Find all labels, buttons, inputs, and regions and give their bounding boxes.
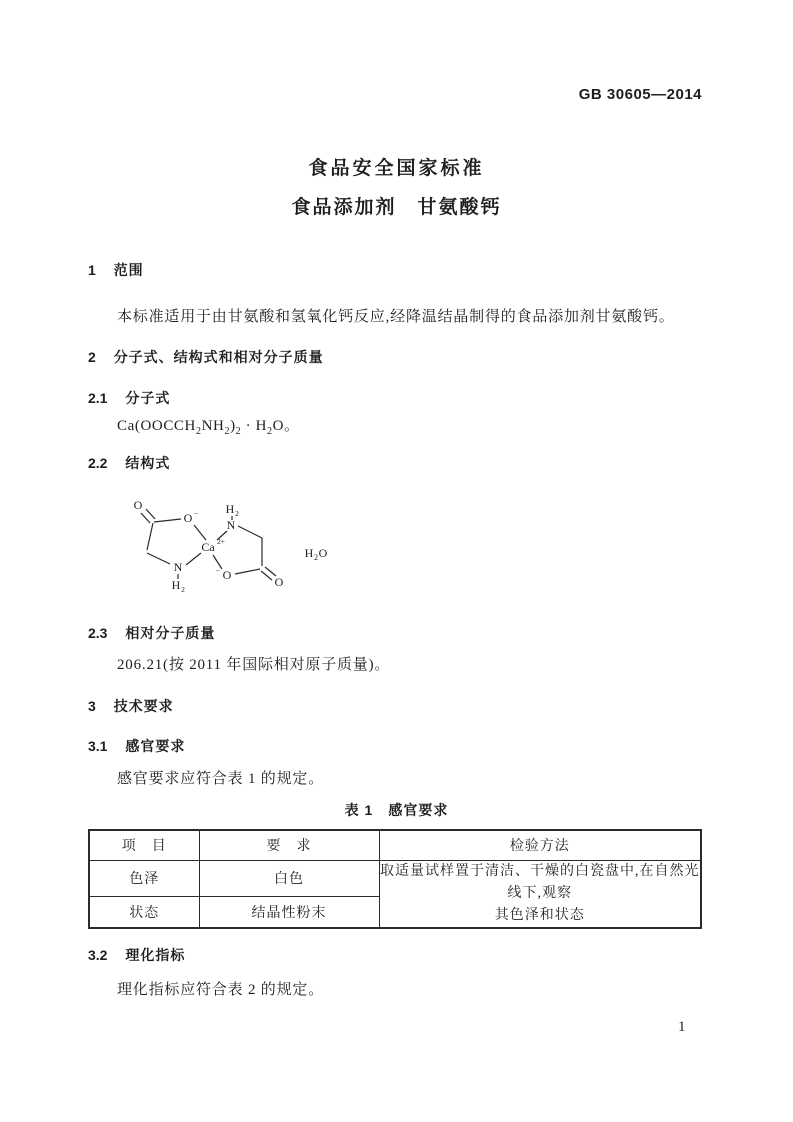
hydrogen-atom-label: H [225, 502, 235, 516]
section-2-3-heading [88, 623, 215, 643]
section-1-heading [88, 260, 144, 280]
section-3-heading [88, 696, 174, 716]
atom-labels [134, 498, 328, 594]
section-3-2-title: 理化指标 [125, 947, 186, 963]
table-cell-state-item: 状态 [89, 896, 199, 927]
section-2-1-heading [88, 388, 170, 408]
section-3-2-number: 3.2 [88, 947, 108, 963]
section-2-2-title: 结构式 [125, 455, 171, 471]
section-2-2-heading [88, 453, 170, 473]
section-2-heading [88, 347, 324, 367]
table-row [89, 860, 701, 896]
section-3-1-heading [88, 736, 185, 756]
table-cell-method [379, 860, 701, 928]
sensory-requirement-paragraph: 感官要求应符合表 1 的规定。 [117, 771, 325, 787]
formula-part: NH [201, 418, 225, 434]
standard-number: GB 30605—2014 [578, 86, 702, 103]
physicochemical-paragraph: 理化指标应符合表 2 的规定。 [117, 982, 325, 998]
section-3-number: 3 [88, 698, 96, 714]
water-oxygen-label: O [318, 546, 328, 560]
scope-paragraph: 本标准适用于由甘氨酸和氢氧化钙反应,经降温结晶制得的食品添加剂甘氨酸钙。 [117, 309, 675, 325]
hydrogen-subscript: 2 [181, 585, 185, 594]
section-2-3-number: 2.3 [88, 625, 108, 641]
hydrogen-atom-label: H [171, 578, 181, 592]
formula-part: ) [230, 418, 236, 434]
section-1-number: 1 [88, 262, 96, 278]
formula-part: Ca(OOCCH [117, 418, 196, 434]
formula-subscript: 2 [267, 426, 273, 437]
molecular-weight-paragraph: 206.21(按 2011 年国际相对原子质量)。 [117, 657, 391, 673]
section-2-number: 2 [88, 349, 96, 365]
minus-charge-label: − [193, 509, 199, 518]
calcium-charge-label: 2+ [217, 537, 225, 546]
table-header-row [89, 830, 701, 860]
nitrogen-atom-label: N [226, 518, 236, 532]
table-cell-state-requirement: 结晶性粉末 [199, 896, 379, 927]
section-2-3-title: 相对分子质量 [125, 625, 216, 641]
water-hydrogen-label: H [304, 546, 314, 560]
table-header-item: 项 目 [89, 830, 199, 860]
formula-part: O。 [272, 418, 300, 434]
oxygen-atom-label: O [183, 511, 193, 525]
table-cell-color-item: 色泽 [89, 860, 199, 896]
formula-subscript: 2 [224, 426, 231, 437]
oxygen-atom-label: O [133, 498, 143, 512]
section-2-1-title: 分子式 [125, 390, 171, 406]
formula-subscript: 2 [195, 426, 202, 437]
water-subscript: 2 [314, 553, 318, 562]
oxygen-atom-label: O [274, 575, 284, 589]
hydrogen-subscript: 2 [235, 509, 239, 518]
sensory-requirements-table [88, 829, 702, 929]
molecular-formula [117, 414, 300, 437]
calcium-atom-label: Ca [201, 540, 215, 554]
nitrogen-atom-label: N [173, 560, 183, 574]
minus-charge-label: − [215, 566, 221, 575]
table-header-requirement: 要 求 [199, 830, 379, 860]
table-cell-color-requirement: 白色 [199, 860, 379, 896]
section-3-2-heading [88, 945, 185, 965]
section-2-title: 分子式、结构式和相对分子质量 [113, 349, 324, 365]
formula-part: · H [241, 418, 268, 434]
section-2-2-number: 2.2 [88, 455, 108, 471]
section-3-1-number: 3.1 [88, 738, 108, 754]
document-subtitle: 食品添加剂 甘氨酸钙 [291, 197, 502, 218]
method-text-line1: 取适量试样置于清洁、干燥的白瓷盘中,在自然光线下,观察 [380, 863, 700, 901]
page-number: 1 [678, 1019, 686, 1035]
method-text-line2: 其色泽和状态 [494, 907, 585, 923]
document-title: 食品安全国家标准 [308, 158, 485, 179]
oxygen-atom-label: O [222, 568, 232, 582]
section-3-1-title: 感官要求 [125, 738, 186, 754]
table-header-method: 检验方法 [379, 830, 701, 860]
section-2-1-number: 2.1 [88, 390, 108, 406]
section-1-title: 范围 [113, 262, 144, 278]
formula-subscript: 2 [235, 426, 242, 437]
structural-formula-diagram [110, 486, 345, 614]
table-1-caption: 表 1 感官要求 [344, 802, 449, 818]
section-3-title: 技术要求 [113, 698, 174, 714]
